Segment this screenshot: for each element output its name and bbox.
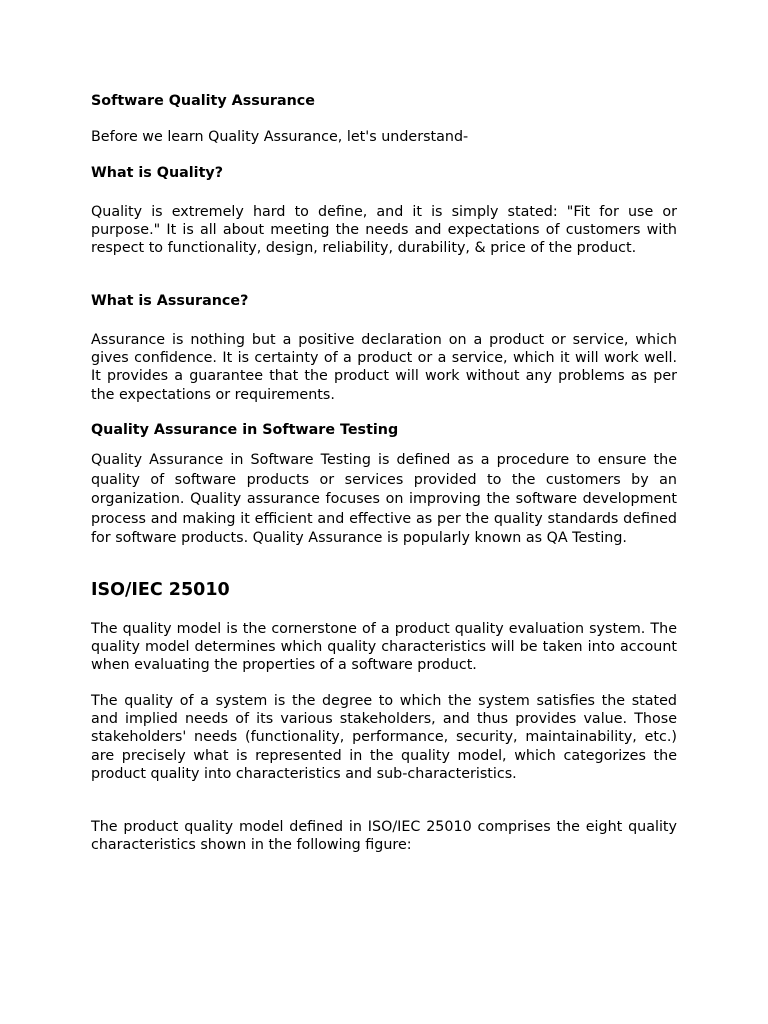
- document-title: Software Quality Assurance: [91, 93, 315, 109]
- section-paragraph-qa-testing: Quality Assurance in Software Testing is defined as a procedure to ensure the quality of software products or services provided to the customers by an organization. Quality assurance focuses on improving the software development process and making it efficient and effective as per the quality standards defined for software products. Quality Assurance is popularly known as QA Testing.: [91, 452, 677, 546]
- section-heading-quality: What is Quality?: [91, 165, 224, 181]
- iso-paragraph-system-quality: The quality of a system is the degree to which the system satisfies the stated and implied needs of its various stakeholders, and thus provides value. Those stakeholders' needs (functionality, performance, security, maintainability, etc.) are precisely what is represented in the quality model, which categorizes the product quality into characteristics and sub-characteristics.: [91, 693, 677, 782]
- iso-heading: ISO/IEC 25010: [91, 580, 230, 600]
- section-paragraph-assurance: Assurance is nothing but a positive declaration on a product or service, which gives confidence. It is certainty of a product or a service, which it will work well. It provides a guarantee that the product will work without any problems as per the expectations or requirements.: [91, 332, 677, 403]
- section-heading-qa-testing: Quality Assurance in Software Testing: [91, 422, 399, 438]
- iso-paragraph-product-model: The product quality model defined in ISO/IEC 25010 comprises the eight quality characteristics shown in the following figure:: [91, 819, 677, 854]
- section-heading-assurance: What is Assurance?: [91, 293, 249, 309]
- intro-text: Before we learn Quality Assurance, let's understand-: [91, 129, 469, 145]
- iso-paragraph-quality-model: The quality model is the cornerstone of a product quality evaluation system. The quality model determines which quality characteristics will be taken into account when evaluating the properties of a software product.: [91, 621, 677, 674]
- section-paragraph-quality: Quality is extremely hard to define, and it is simply stated: "Fit for use or purpose." It is all about meeting the needs and expectations of customers with respect to functionality, design, reliability, durability, & price of the product.: [91, 204, 677, 257]
